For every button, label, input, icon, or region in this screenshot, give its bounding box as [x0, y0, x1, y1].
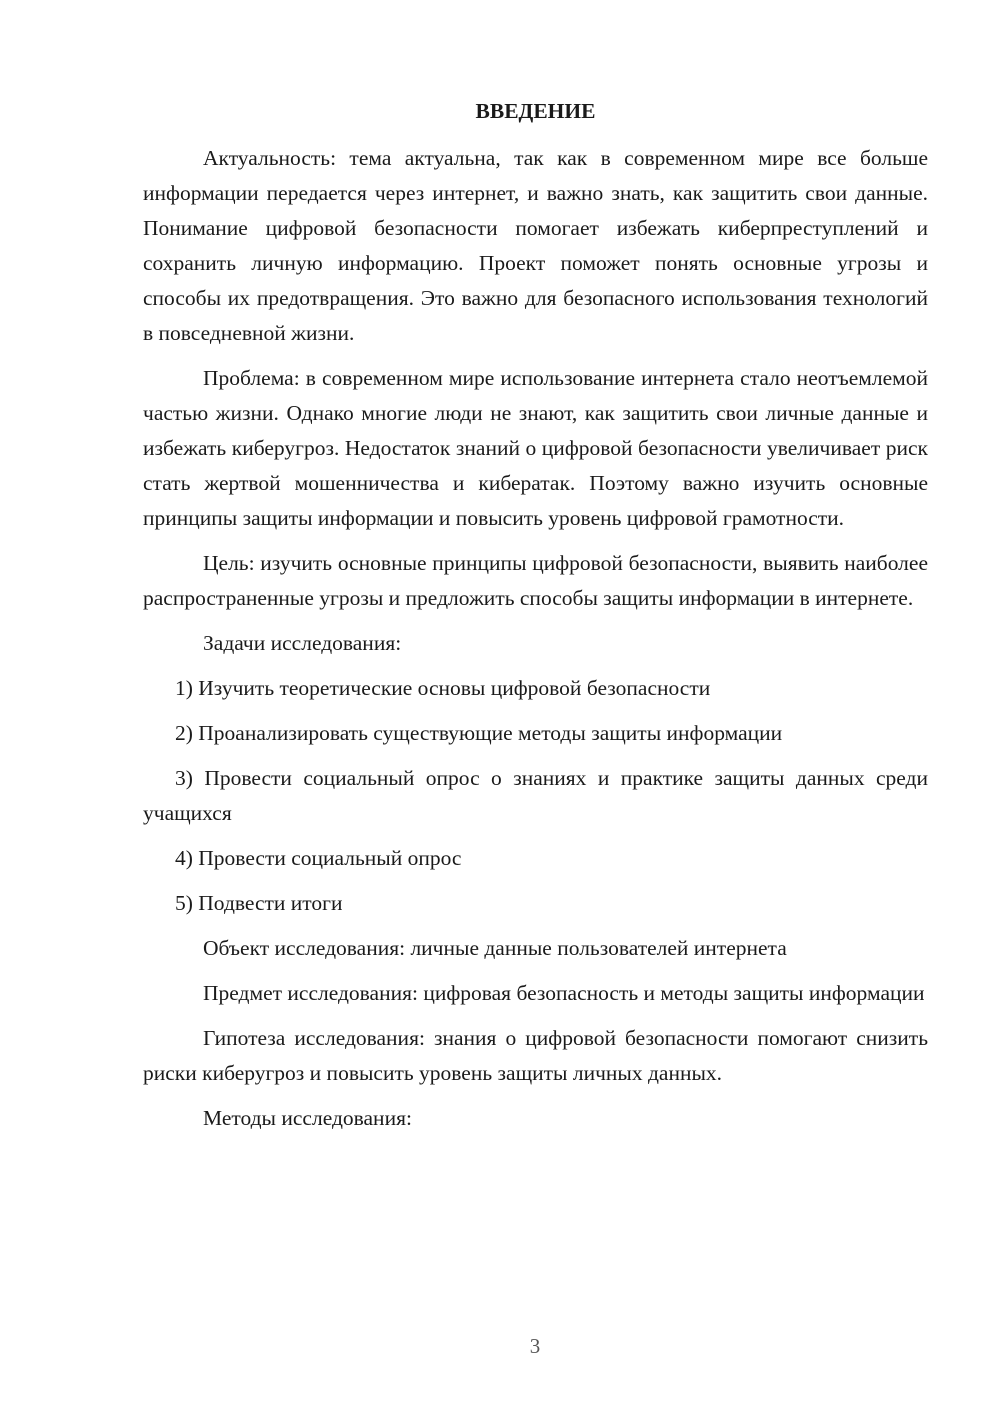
page-number: 3 [529, 1334, 541, 1358]
task-item: 3) Провести социальный опрос о знаниях и практике защиты данных среди учащихся [143, 766, 928, 825]
task-item: 2) Проанализировать существующие методы защиты информации [175, 721, 783, 745]
task-item: 1) Изучить теоретические основы цифровой безопасности [175, 676, 711, 700]
hypothesis-paragraph: Гипотеза исследования: знания о цифровой безопасности помогают снизить риски киберугроз и повысить уровень защиты личных данных. [143, 1026, 928, 1085]
methods-heading: Методы исследования: [203, 1106, 412, 1130]
problem-paragraph: Проблема: в современном мире использование интернета стало неотъемлемой частью жизни. Однако многие люди не знают, как защитить свои личные данные и избежать киберугроз. Недостаток знаний о цифровой безопасности увеличивает риск стать жертвой мошенничества и кибератак. Поэтому важно изучить основные принципы защиты информации и повысить уровень цифровой грамотности. [143, 366, 928, 530]
object-paragraph: Объект исследования: личные данные пользователей интернета [203, 936, 787, 960]
goal-paragraph: Цель: изучить основные принципы цифровой безопасности, выявить наиболее распространенные угрозы и предложить способы защиты информации в интернете. [143, 551, 928, 610]
tasks-heading: Задачи исследования: [203, 631, 402, 655]
task-item: 5) Подвести итоги [175, 891, 343, 915]
subject-paragraph: Предмет исследования: цифровая безопасность и методы защиты информации [203, 981, 925, 1005]
page-title: ВВЕДЕНИЕ [475, 99, 596, 123]
relevance-paragraph: Актуальность: тема актуальна, так как в современном мире все больше информации передается через интернет, и важно знать, как защитить свои данные. Понимание цифровой безопасности помогает избежать киберпреступлений и сохранить личную информацию. Проект поможет понять основные угрозы и способы их предотвращения. Это важно для безопасного использования технологий в повседневной жизни. [143, 146, 928, 345]
task-item: 4) Провести социальный опрос [175, 846, 462, 870]
document-page [143, 94, 928, 1146]
